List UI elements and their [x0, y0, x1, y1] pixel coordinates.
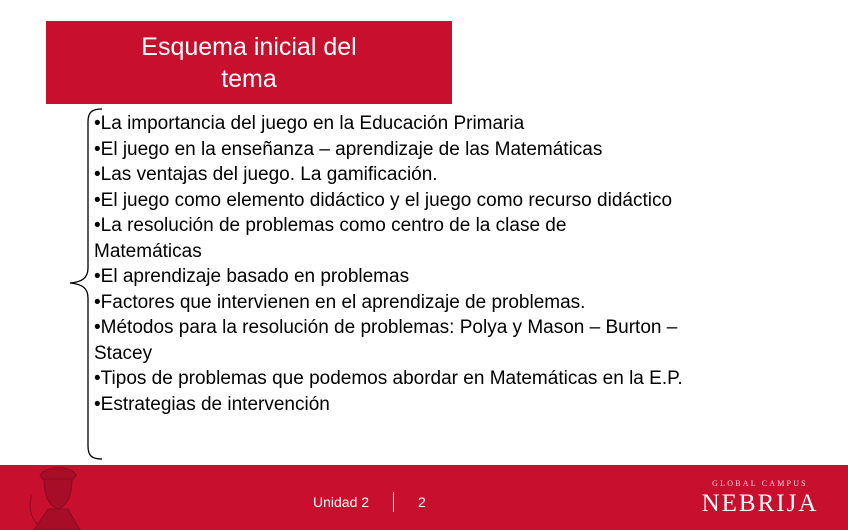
slide-title: Esquema inicial del tema [141, 32, 357, 93]
footer-bar [0, 465, 848, 530]
list-item: •El juego en la enseñanza – aprendizaje de las Matemáticas [94, 138, 603, 160]
list-item: •Factores que intervienen en el aprendizaje de problemas. [94, 291, 586, 313]
list-item: •Tipos de problemas que podemos abordar en Matemáticas en la E.P. [94, 368, 683, 389]
list-item: •El aprendizaje basado en problemas [94, 266, 410, 287]
slide-title-box [46, 21, 452, 104]
list-item: •Métodos para la resolución de problemas: Polya y Mason – Burton – Stacey [94, 317, 678, 364]
list-item: •Las ventajas del juego. La gamificación. [94, 164, 438, 185]
list-item: •El juego como elemento didáctico y el juego como recurso didáctico [94, 189, 673, 211]
logo-wordmark: NEBRIJA [701, 490, 819, 517]
unit-label: Unidad 2 [313, 494, 370, 510]
nebrija-logo [700, 479, 820, 523]
list-item: •Estrategias de intervención [94, 393, 330, 415]
list-item: •La importancia del juego en la Educación Primaria [94, 113, 525, 134]
footer-divider [393, 492, 394, 512]
logo-subtitle: GLOBAL CAMPUS [712, 479, 808, 488]
list-item: •La resolución de problemas como centro de la clase de Matemáticas [94, 215, 567, 262]
topic-list [94, 111, 754, 417]
page-number: 2 [418, 494, 426, 510]
nebrija-portrait-icon [18, 465, 98, 530]
